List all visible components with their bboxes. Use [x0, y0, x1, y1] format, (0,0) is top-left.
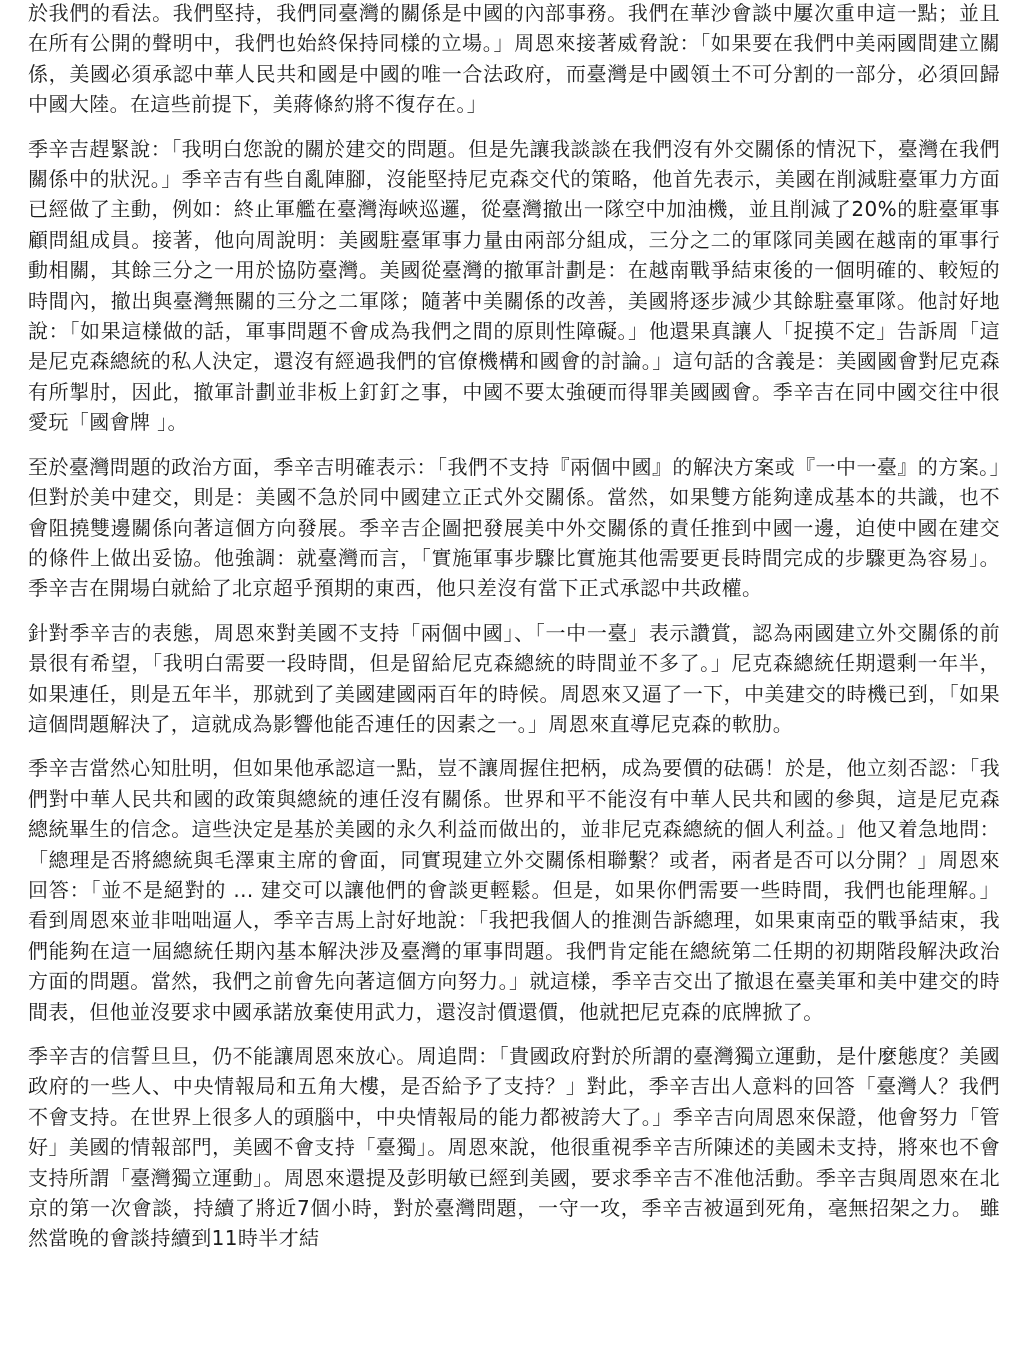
article-body: [28, 0, 1000, 1268]
article-paragraph-3: 至於臺灣問題的政治方面，季辛吉明確表示：「我們不支持『兩個中國』的解決方案或『一中一臺』的方案。」但對於美中建交，則是：美國不急於同中國建立正式外交關係。當然，如果雙方能夠達成基本的共識，也不會阻撓雙邊關係向著這個方向發展。季辛吉企圖把發展美中外交關係的責任推到中國一邊，迫使中國在建交的條件上做出妥協。他強調：就臺灣而言，「實施軍事步驟比實施其他需要更長時間完成的步驟更為容易」。季辛吉在開場白就給了北京超乎預期的東西，他只差沒有當下正式承認中共政權。: [28, 454, 1000, 601]
article-paragraph-5: 季辛吉當然心知肚明，但如果他承認這一點，豈不讓周握住把柄，成為要價的砝碼！於是，他立刻否認：「我們對中華人民共和國的政策與總統的連任沒有關係。世界和平不能沒有中華人民共和國的參與，這是尼克森總統畢生的信念。這些決定是基於美國的永久利益而做出的，並非尼克森總統的個人利益。」他又着急地問：「總理是否將總統與毛澤東主席的會面，同實現建立外交關係相聯繫？或者，兩者是否可以分開？」周恩來回答：「並不是絕對的 ... 建交可以讓他們的會談更輕鬆。但是，如果你們需要一些時間，我們也能理解。」看到周恩來並非咄咄逼人，季辛吉馬上討好地說：「我把我個人的推測告訴總理，如果東南亞的戰爭結束，我們能夠在這一屆總統任期內基本解決涉及臺灣的軍事問題。我們肯定能在總統第二任期的初期階段解決政治方面的問題。當然，我們之前會先向著這個方向努力。」就這樣，季辛吉交出了撤退在臺美軍和美中建交的時間表，但他並沒要求中國承諾放棄使用武力，還沒討價還價，他就把尼克森的底牌掀了。: [28, 756, 1000, 1024]
article-paragraph-2: 季辛吉趕緊說：「我明白您說的關於建交的問題。但是先讓我談談在我們沒有外交關係的情況下，臺灣在我們關係中的狀況。」季辛吉有些自亂陣腳，沒能堅持尼克森交代的策略，他首先表示，美國在削減駐臺軍力方面已經做了主動，例如：終止軍艦在臺灣海峽巡邏，從臺灣撤出一隊空中加油機，並且削減了20%的駐臺軍事顧問組成員。接著，他向周說明：美國駐臺軍事力量由兩部分組成，三分之二的軍隊同美國在越南的軍事行動相關，其餘三分之一用於協防臺灣。美國從臺灣的撤軍計劃是：在越南戰爭結束後的一個明確的、較短的時間內，撤出與臺灣無關的三分之二軍隊；隨著中美關係的改善，美國將逐步減少其餘駐臺軍隊。他討好地說：「如果這樣做的話，軍事問題不會成為我們之間的原則性障礙。」他還果真讓人「捉摸不定」告訴周「這是尼克森總統的私人決定，還沒有經過我們的官僚機構和國會的討論。」這句話的含義是：美國國會對尼克森有所掣肘，因此，撤軍計劃並非板上釘釘之事，中國不要太強硬而得罪美國國會。季辛吉在同中國交往中很愛玩「國會牌 」。: [28, 136, 1000, 435]
article-paragraph-1: 於我們的看法。我們堅持，我們同臺灣的關係是中國的內部事務。我們在華沙會談中屢次重申這一點；並且在所有公開的聲明中，我們也始終保持同樣的立場。」周恩來接著威脅說：「如果要在我們中美兩國間建立關係，美國必須承認中華人民共和國是中國的唯一合法政府，而臺灣是中國領土不可分割的一部分，必須回歸中國大陸。在這些前提下，美蔣條約將不復存在。」: [28, 1, 1000, 117]
article-paragraph-6: 季辛吉的信誓旦旦，仍不能讓周恩來放心。周追問：「貴國政府對於所謂的臺灣獨立運動，是什麼態度？美國政府的一些人、中央情報局和五角大樓，是否給予了支持？」對此，季辛吉出人意料的回答「臺灣人？我們不會支持。在世界上很多人的頭腦中，中央情報局的能力都被誇大了。」季辛吉向周恩來保證，他會努力「管好」美國的情報部門，美國不會支持「臺獨」。周恩來說，他很重視季辛吉所陳述的美國未支持，將來也不會支持所謂「臺灣獨立運動」。周恩來還提及彭明敏已經到美國，要求季辛吉不准他活動。季辛吉與周恩來在北京的第一次會談，持續了將近7個小時，對於臺灣問題，一守一攻，季辛吉被逼到死角，毫無招架之力。 雖然當晚的會談持續到11時半才結: [28, 1044, 1000, 1251]
article-paragraph-4: 針對季辛吉的表態，周恩來對美國不支持「兩個中國」、「一中一臺」表示讚賞，認為兩國建立外交關係的前景很有希望，「我明白需要一段時間，但是留給尼克森總統的時間並不多了。」尼克森總統任期還剩一年半，如果連任，則是五年半，那就到了美國建國兩百年的時候。周恩來又逼了一下，中美建交的時機已到，「如果這個問題解決了，這就成為影響他能否連任的因素之一。」周恩來直導尼克森的軟肋。: [28, 620, 1000, 736]
